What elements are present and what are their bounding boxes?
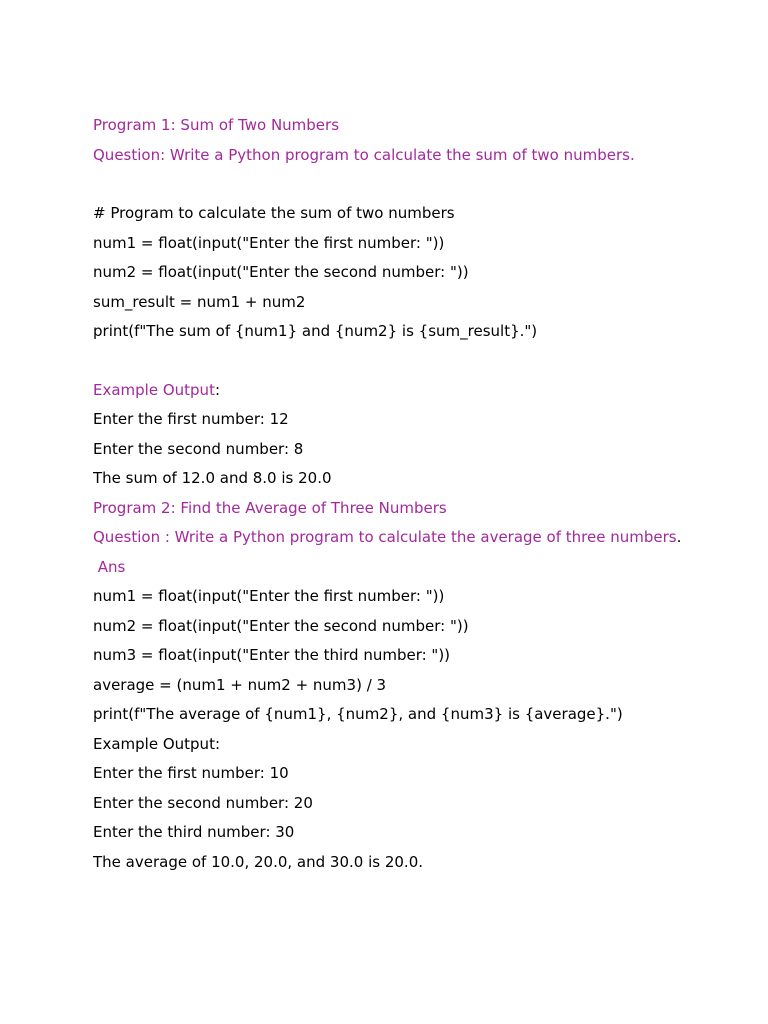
program2-output-block [93,764,693,872]
output-line: Enter the second number: 8 [93,439,304,458]
program2-question-period: . [676,528,682,546]
spacer [93,175,693,204]
output-line: Enter the second number: 20 [93,793,313,812]
output-line: Enter the first number: 10 [93,764,289,782]
program2-output-label: Example Output: [93,734,221,753]
output-line: The average of 10.0, 20.0, and 30.0 is 20.0. [93,852,424,871]
program1-code-block [93,204,693,341]
spacer [93,352,693,381]
program2-question: Question : Write a Python program to calculate the average of three numbers [93,528,677,546]
code-line: print(f"The sum of {num1} and {num2} is {sum_result}.") [93,322,538,340]
document-page [93,116,693,882]
program2-question-paragraph [93,528,693,547]
output-line: Enter the third number: 30 [93,823,295,841]
code-line: num2 = float(input("Enter the second number: ")) [93,263,469,281]
output-line: Enter the first number: 12 [93,410,289,428]
program1-question: Question: Write a Python program to calculate the sum of two numbers. [93,145,635,164]
output-line: The sum of 12.0 and 8.0 is 20.0 [93,469,332,487]
code-line: num3 = float(input("Enter the third number: ")) [93,646,451,664]
program2-title: Program 2: Find the Average of Three Numbers [93,498,447,517]
program1-output-label: Example Output [93,380,215,399]
code-line: num1 = float(input("Enter the first number: ")) [93,233,445,252]
code-line: average = (num1 + num2 + num3) / 3 [93,675,387,694]
code-line: print(f"The average of {num1}, {num2}, and {num3} is {average}.") [93,705,623,723]
code-line: num1 = float(input("Enter the first number: ")) [93,587,445,605]
program1-output-block [93,410,693,488]
program1-title: Program 1: Sum of Two Numbers [93,116,340,134]
code-line: num2 = float(input("Enter the second number: ")) [93,616,469,635]
program1-output-colon: : [214,380,221,399]
program2-answer-label: Ans [93,557,126,576]
code-line: sum_result = num1 + num2 [93,292,306,311]
code-line: # Program to calculate the sum of two numbers [93,204,455,222]
program1-output-heading [93,381,693,400]
program2-code-block [93,587,693,724]
